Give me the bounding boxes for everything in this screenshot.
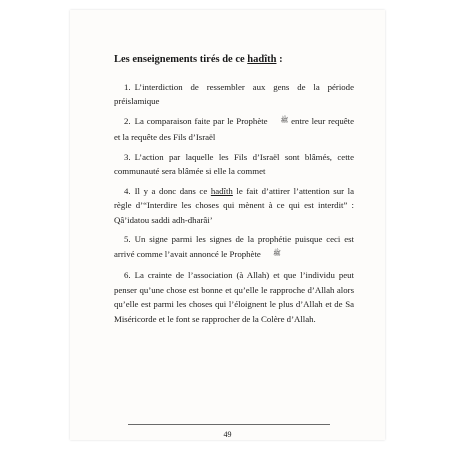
list-item	[114, 150, 354, 179]
item-text-before: Un signe parmi les signes de la prophétie puisque ceci est arrivé comme l’avait annoncé le Prophète	[114, 234, 354, 259]
teachings-list	[114, 80, 354, 331]
item-number: 6.	[124, 270, 131, 281]
section-heading	[114, 54, 283, 65]
book-page	[70, 10, 385, 440]
heading-prefix: Les enseignements tirés de ce	[114, 54, 248, 65]
list-item	[114, 232, 354, 263]
item-text-after: entre leur requête et la requête des Fils d’Israël	[114, 116, 354, 143]
salutation-glyph: ﷺ	[280, 117, 289, 124]
heading-hadith-word: hadîth	[247, 54, 277, 65]
item-number: 5.	[124, 234, 131, 245]
item-text: L’interdiction de ressembler aux gens de la période préislamique	[114, 82, 354, 107]
salutation-glyph: ﷺ	[273, 249, 281, 257]
item-text: L’action par laquelle les Fils d’Israël sont blâmés, cette communauté sera blâmée si elle la commet	[114, 152, 354, 177]
footer-rule	[128, 424, 330, 425]
item-number: 1.	[124, 82, 131, 92]
item-text-after: le fait d’attirer l’attention sur la règle d’“Interdire les choses qui mènent à ce qui est interdit” : Qâ’idatou saddi adh-dharâi’	[114, 186, 354, 225]
item-number: 4.	[124, 186, 131, 196]
list-item	[114, 80, 354, 109]
page-number: 49	[223, 430, 232, 439]
heading-suffix: :	[276, 54, 283, 65]
list-item	[114, 114, 354, 145]
item-text: La crainte de l’association (à Allah) et que l’individu peut penser qu’une chose est bonne et qu’elle le rapproche d’Allah alors qu’elle est parmi les choses qui l’éloignent le plus d’Allah et de Sa Miséricorde et le font se rapprocher de la Colère d’Allah.	[114, 270, 354, 324]
item-text-before: La comparaison faite par le Prophète	[134, 116, 271, 126]
item-number: 3.	[124, 152, 131, 162]
list-item	[114, 268, 354, 326]
item-underlined-word: hadîth	[210, 186, 233, 196]
item-text-before: Il y a donc dans ce	[134, 186, 211, 196]
list-item	[114, 184, 354, 227]
item-number: 2.	[124, 116, 131, 126]
